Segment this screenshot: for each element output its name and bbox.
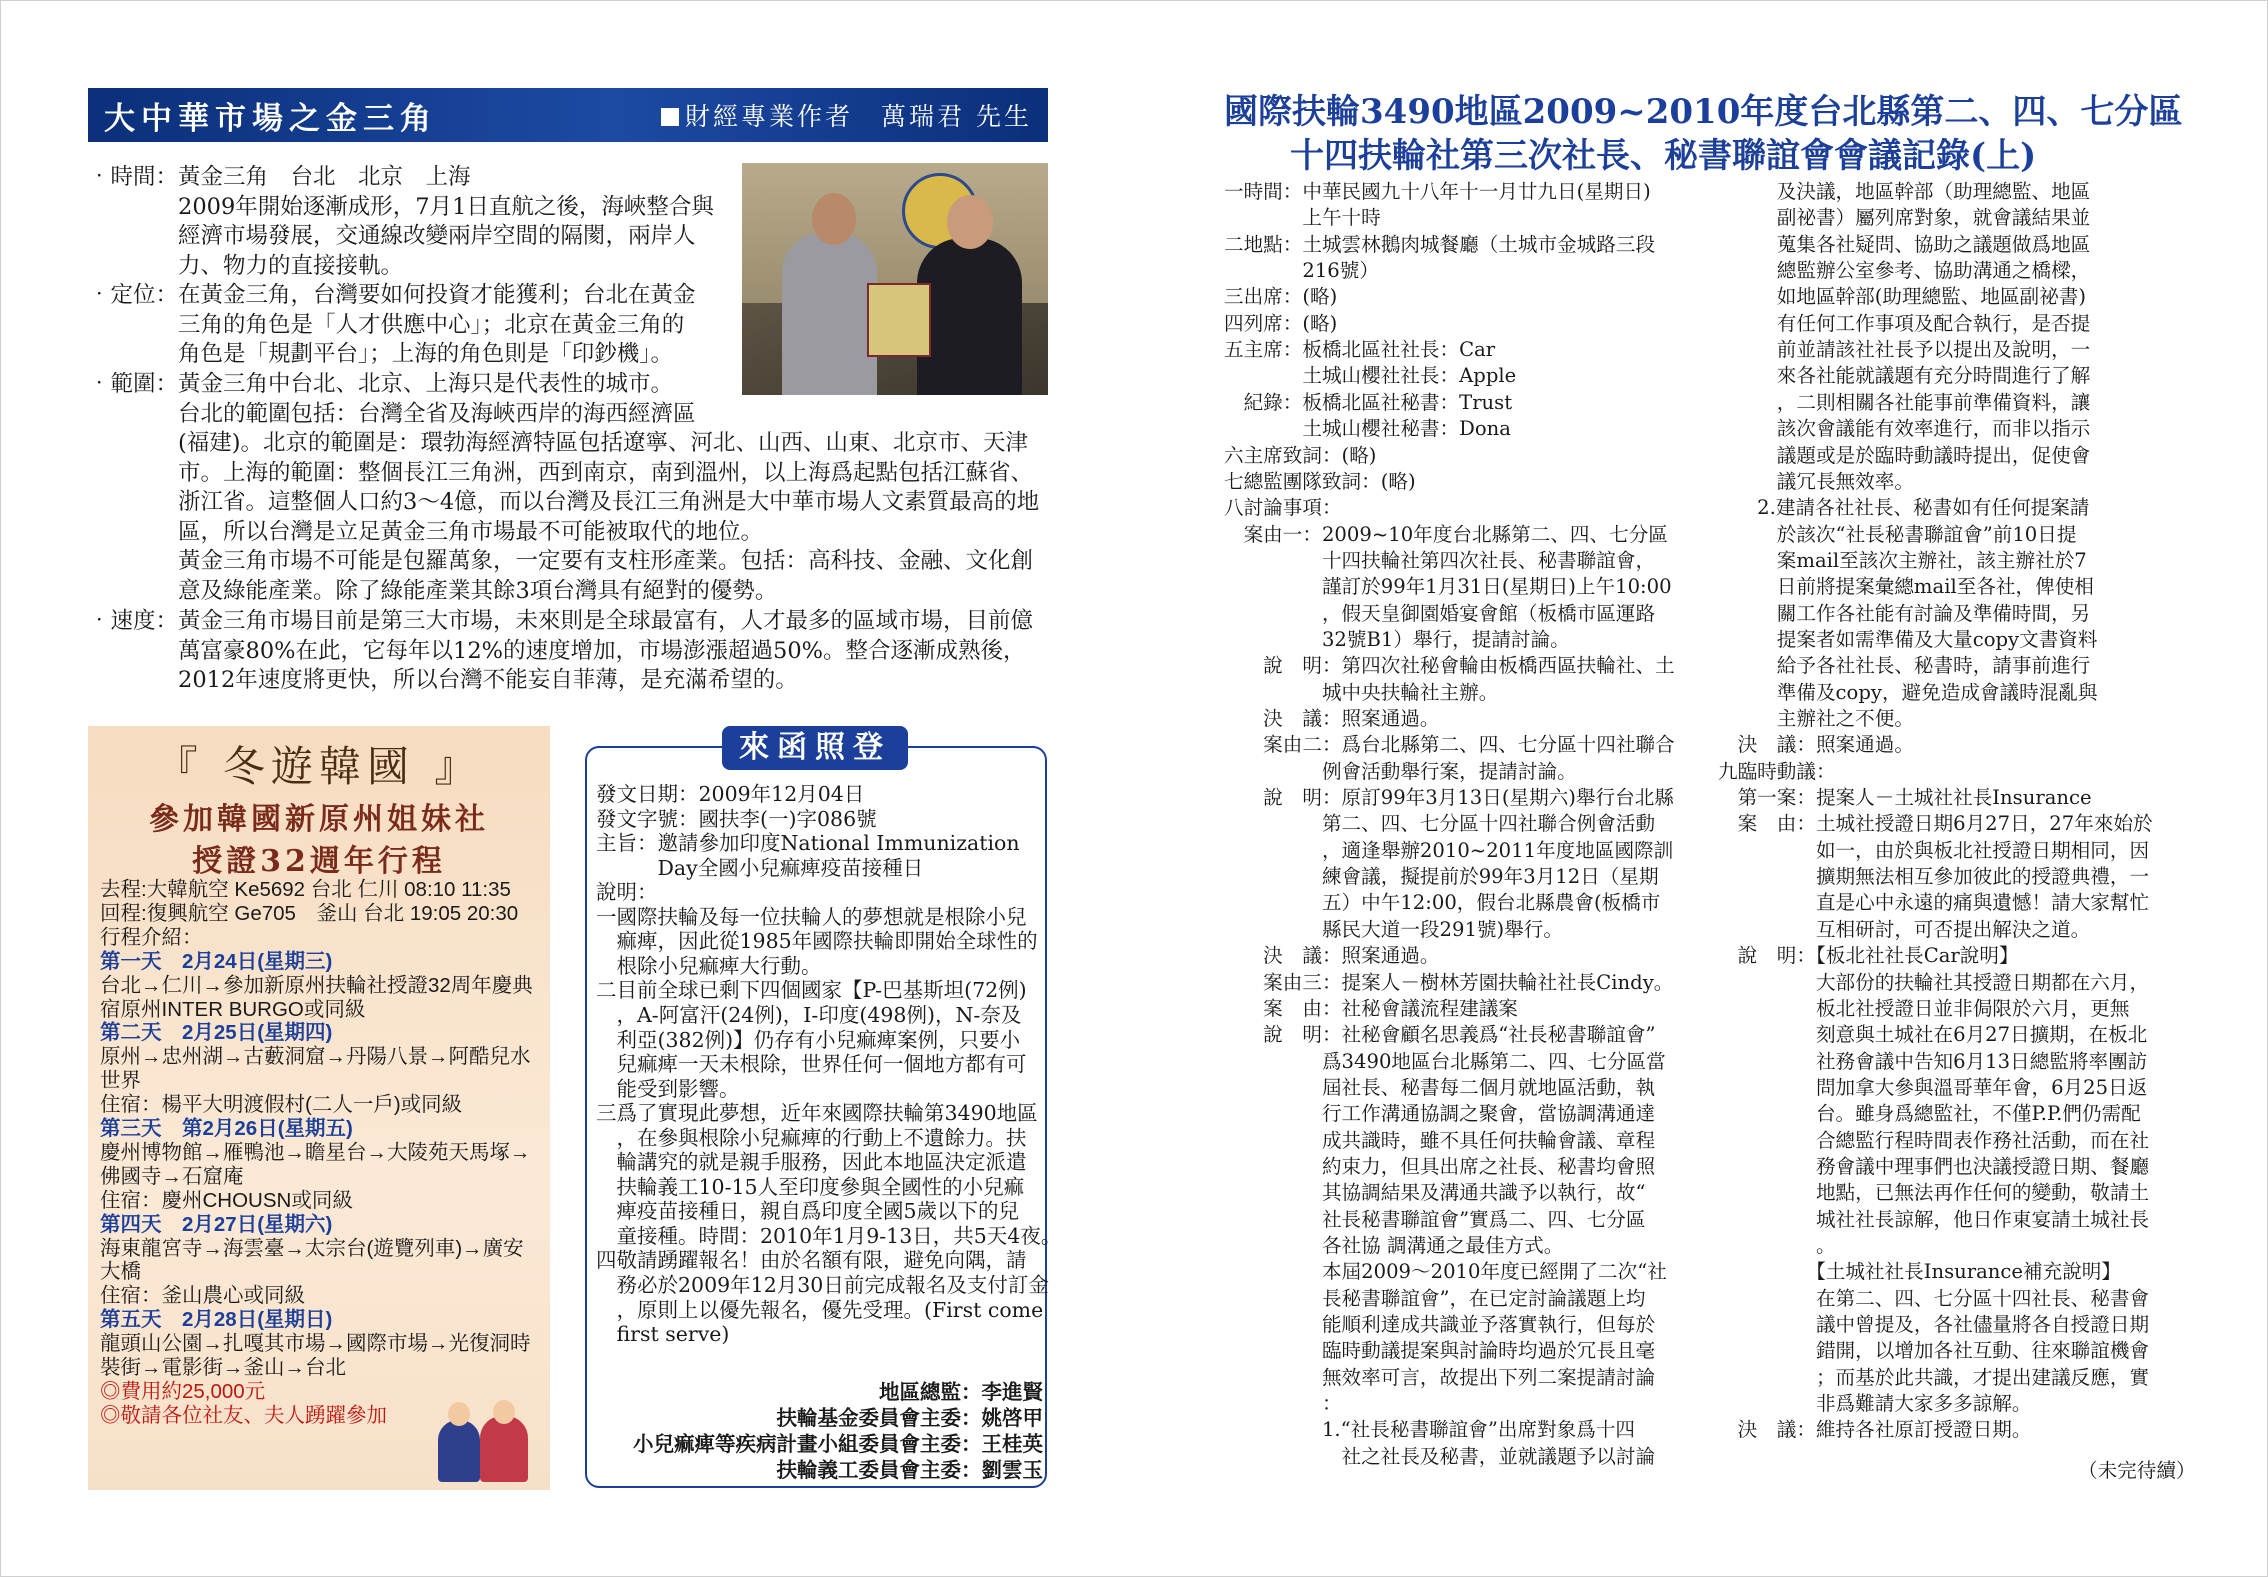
letter-line: 根除小兒痲痺大行動。 xyxy=(596,953,822,978)
person-left-head xyxy=(812,193,856,245)
korea-subtitle-2: 授證32週年行程 xyxy=(192,844,446,879)
minutes-title-line-1: 國際扶輪3490地區2009~2010年度台北縣第二、四、七分區 xyxy=(1224,92,2183,132)
minutes-line: 說 明：第四次社秘會輪由板橋西區扶輪社、土 xyxy=(1224,654,1675,678)
person-right-head xyxy=(947,195,993,249)
minutes-line: 於該次“社長秘書聯誼會”前10日提 xyxy=(1718,522,2077,546)
row-line: 區，所以台灣是立足黃金三角市場最不可能被取代的地位。 xyxy=(178,518,764,545)
minutes-line: 如地區幹部(助理總監、地區副祕書) xyxy=(1718,285,2086,309)
itinerary-line: 慶州博物館→雁鴨池→瞻星台→大陵苑天馬塚→ xyxy=(100,1140,531,1164)
figure-man xyxy=(438,1420,480,1482)
minutes-line: 四列席：(略) xyxy=(1224,311,1338,335)
minutes-line: 決 議：照案通過。 xyxy=(1224,944,1440,968)
minutes-line: 例會活動舉行案，提請討論。 xyxy=(1224,759,1577,783)
minutes-line: 長秘書聯誼會”，在已定討論議題上均 xyxy=(1224,1286,1646,1310)
row-line: 台北的範圍包括：台灣全省及海峽西岸的海西經濟區 xyxy=(178,400,696,427)
minutes-line: 有任何工作事項及配合執行，是否提 xyxy=(1718,311,2091,335)
minutes-line: 大部份的扶輪社其授證日期都在六月， xyxy=(1718,970,2150,994)
letter-line: 痲痺，因此從1985年國際扶輪即開始全球性的 xyxy=(596,929,1038,954)
article-author xyxy=(661,97,1032,133)
minutes-line: 。 xyxy=(1718,1234,1836,1257)
row-line: 2009年開始逐漸成形，7月1日直航之後，海峽整合與 xyxy=(178,193,714,220)
minutes-line: 成共識時，雖不具任何扶輪會議、章程 xyxy=(1224,1128,1656,1152)
figure-woman xyxy=(480,1416,528,1482)
letter-signature: 扶輪義工委員會主委：劉雲玉 xyxy=(776,1459,1043,1482)
letter-line: first serve) xyxy=(596,1322,730,1347)
itinerary-line: ◎費用約25,000元 xyxy=(100,1379,266,1403)
minutes-line: 三出席：(略) xyxy=(1224,285,1338,309)
row-line: 黃金三角市場目前是第三大市場，未來則是全球最富有，人才最多的區域市場，目前億 xyxy=(178,608,1034,634)
row-label: ‧速度： xyxy=(88,608,179,634)
letter-line: ，原則上以優先報名，優先受理。(First come xyxy=(596,1297,1044,1322)
minutes-line: 主辦社之不便。 xyxy=(1718,707,1914,730)
minutes-line: 互相研討，可否提出解決之道。 xyxy=(1718,917,2091,941)
minutes-line: 其協調結果及溝通共識予以執行，故“ xyxy=(1224,1181,1646,1205)
minutes-line: 前並請該社社長予以提出及說明，一 xyxy=(1718,338,2091,362)
minutes-line: 決 議：維持各社原訂授證日期。 xyxy=(1718,1418,2032,1442)
minutes-line: 非爲難請大家多多諒解。 xyxy=(1718,1392,2032,1416)
article-photo xyxy=(742,163,1048,395)
row-line: 浙江省。這整個人口約3～4億，而以台灣及長江三角洲是大中華市場人文素質最高的地 xyxy=(178,489,1040,515)
minutes-line: 在第二、四、七分區十四社長、秘書會 xyxy=(1718,1286,2150,1310)
minutes-line: 謹訂於99年1月31日(星期日)上午10:00 xyxy=(1224,575,1672,599)
letter-line: 兒痲痺一天未根除，世界任何一個地方都有可 xyxy=(596,1052,1027,1077)
minutes-line: 八討論事項： xyxy=(1224,496,1342,520)
row-line: 三角的角色是「人才供應中心」；北京在黃金三角的 xyxy=(178,311,685,338)
minutes-line: ，適逢舉辦2010~2011年度地區國際訓 xyxy=(1224,838,1674,862)
figure-woman-head xyxy=(493,1400,515,1424)
exchanged-pennant xyxy=(867,283,931,357)
minutes-line: 如一，由於與板北社授證日期相同，因 xyxy=(1718,838,2150,862)
letter-line: 利亞(382例)】仍存有小兒痲痺案例，只要小 xyxy=(596,1027,1021,1052)
minutes-line: 說 明：社秘會顧名思義爲“社長秘書聯誼會” xyxy=(1224,1023,1656,1047)
minutes-line: 紀錄：板橋北區社秘書：Trust xyxy=(1224,390,1513,414)
minutes-line: 案 由：社秘會議流程建議案 xyxy=(1224,996,1518,1020)
minutes-line: 板北社授證日並非侷限於六月，更無 xyxy=(1718,996,2130,1020)
minutes-line: ，二則相關各社能事前準備資料，讓 xyxy=(1718,390,2091,414)
minutes-line: ： xyxy=(1224,1392,1342,1416)
minutes-line: 縣民大道一段291號)舉行。 xyxy=(1224,917,1563,941)
to-be-continued: （未完待續） xyxy=(2078,1459,2196,1482)
minutes-line: 城社社長諒解，他日作東宴請土城社長 xyxy=(1718,1207,2150,1231)
minutes-line: 擴期無法相互參加彼此的授證典禮，一 xyxy=(1718,865,2150,889)
letter-line: 主旨：邀請參加印度National Immunization xyxy=(596,831,1020,856)
letter-tag: 來函照登 xyxy=(722,726,908,770)
itinerary-line: ◎敬請各位社友、夫人踴躍參加 xyxy=(100,1403,387,1427)
figure-man-head xyxy=(448,1402,470,1426)
minutes-line: 該次會議能有效率進行，而非以指示 xyxy=(1718,417,2091,441)
minutes-line: 五主席：板橋北區社社長：Car xyxy=(1224,338,1496,362)
minutes-line: 無效率可言，故提出下列二案提請討論 xyxy=(1224,1365,1656,1389)
letter-line: 發文字號：國扶李(一)字086號 xyxy=(596,806,877,831)
letter-signature: 地區總監：李進賢 xyxy=(879,1381,1043,1404)
letter-line: 發文日期：2009年12月04日 xyxy=(596,782,865,806)
itinerary-line: 宿原州INTER BURGO或同級 xyxy=(100,997,366,1021)
itinerary-line: 原州→忠州湖→古藪洞窟→丹陽八景→阿酷兒水 xyxy=(100,1045,531,1069)
letter-line: ，A-阿富汗(24例)，I-印度(498例)，N-奈及 xyxy=(596,1002,1022,1027)
letter-signature: 扶輪基金委員會主委：姚啓甲 xyxy=(776,1407,1043,1430)
minutes-line: 案 由：土城社授證日期6月27日，27年來始於 xyxy=(1718,812,2153,836)
minutes-line: ；而基於此共識，才提出建議反應，實 xyxy=(1718,1365,2150,1389)
square-bullet-icon xyxy=(661,108,679,126)
minutes-line: 【土城社社長Insurance補充說明】 xyxy=(1718,1260,2121,1284)
minutes-line: 七總監團隊致詞：(略) xyxy=(1224,469,1416,493)
minutes-line: 案mail至該次主辦社，該主辦社於7 xyxy=(1718,548,2087,572)
minutes-line: 2.建請各社社長、秘書如有任何提案請 xyxy=(1718,496,2090,520)
minutes-line: 直是心中永遠的痛與遺憾！請大家幫忙 xyxy=(1718,891,2150,915)
minutes-line: 第一案：提案人－土城社社長Insurance xyxy=(1718,786,2092,810)
minutes-line: 社長秘書聯誼會”實爲二、四、七分區 xyxy=(1224,1207,1646,1231)
minutes-line: 十四扶輪社第四次社長、秘書聯誼會， xyxy=(1224,548,1656,572)
row-line: 黃金三角 台北 北京 上海 xyxy=(178,164,471,190)
minutes-line: 屆社長、秘書每二個月就地區活動，執 xyxy=(1224,1075,1656,1099)
row-line: 黃金三角市場不可能是包羅萬象，一定要有支柱形產業。包括：高科技、金融、文化創 xyxy=(178,548,1034,574)
minutes-line: 務會議中理事們也決議授證日期、餐廳 xyxy=(1718,1154,2150,1178)
itinerary-line: 台北→仁川→參加新原州扶輪社授證32周年慶典 xyxy=(100,973,533,997)
letter-line: 三爲了實現此夢想，近年來國際扶輪第3490地區 xyxy=(596,1101,1038,1126)
minutes-line: 蒐集各社疑問、協助之議題做爲地區 xyxy=(1718,232,2091,256)
itinerary-line: 第二天 2月25日(星期四) xyxy=(100,1021,333,1045)
minutes-line: 總監辦公室參考、協助溝通之橋樑， xyxy=(1718,259,2091,283)
itinerary-line: 裝街→電影街→釜山→台北 xyxy=(100,1356,346,1379)
itinerary-line: 第四天 2月27日(星期六) xyxy=(100,1212,333,1236)
row-line: 意及綠能產業。除了綠能產業其餘3項台灣具有絕對的優勢。 xyxy=(178,577,778,604)
minutes-line: 說 明：原訂99年3月13日(星期六)舉行台北縣 xyxy=(1224,786,1674,810)
minutes-line: 日前將提案彙總mail至各社，俾使相 xyxy=(1718,575,2094,599)
minutes-line: 六主席致詞：(略) xyxy=(1224,443,1377,467)
itinerary-line: 世界 xyxy=(100,1069,141,1093)
minutes-line: ，假天皇御園婚宴會館（板橋市區運路 xyxy=(1224,601,1656,625)
minutes-line: 土城山櫻社秘書：Dona xyxy=(1224,417,1511,441)
row-line: (福建)。北京的範圍是：環勃海經濟特區包括遼寧、河北、山西、山東、北京市、天津 xyxy=(178,430,1029,456)
korea-title: 『 冬遊韓國 』 xyxy=(155,742,483,791)
letter-line: 輪講究的就是親手服務，因此本地區決定派遣 xyxy=(596,1150,1027,1175)
minutes-line: 能順利達成共識並予落實執行，但每於 xyxy=(1224,1313,1656,1337)
itinerary-line: 第三天 第2月26日(星期五) xyxy=(100,1117,353,1140)
minutes-line: 臨時動議提案與討論時均過於冗長且毫 xyxy=(1224,1339,1656,1363)
letter-signature: 小兒痲痺等疾病計畫小組委員會主委：王桂英 xyxy=(633,1433,1043,1456)
minutes-line: 五）中午12:00，假台北縣農會(板橋市 xyxy=(1224,891,1661,915)
letter-line: 二目前全球已剩下四個國家【P-巴基斯坦(72例) xyxy=(596,978,1027,1003)
minutes-line: 議冗長無效率。 xyxy=(1718,469,1914,493)
minutes-line: 216號） xyxy=(1224,259,1379,283)
letter-line: 一國際扶輪及每一位扶輪人的夢想就是根除小兒 xyxy=(596,904,1027,929)
article-title: 大中華市場之金三角 xyxy=(104,100,437,137)
minutes-line: 城中央扶輪社主辦。 xyxy=(1224,680,1499,704)
itinerary-line: 第一天 2月24日(星期三) xyxy=(100,949,333,973)
itinerary-line: 去程:大韓航空 Ke5692 台北 仁川 08:10 11:35 xyxy=(100,878,511,901)
minutes-line: 社之社長及秘書，並就議題予以討論 xyxy=(1224,1444,1656,1468)
minutes-line: 及決議，地區幹部（助理總監、地區 xyxy=(1718,180,2091,203)
minutes-line: 行工作溝通協調之聚會，當協調溝通達 xyxy=(1224,1102,1656,1126)
itinerary-line: 海東龍宮寺→海雲臺→太宗台(遊覽列車)→廣安 xyxy=(100,1236,524,1260)
itinerary-line: 住宿：釜山農心或同級 xyxy=(100,1284,305,1308)
letter-line: Day全國小兒痲痺疫苗接種日 xyxy=(596,855,924,880)
minutes-line: 1.“社長秘書聯誼會”出席對象爲十四 xyxy=(1224,1418,1636,1442)
itinerary-line: 龍頭山公園→扎嘎其市場→國際市場→光復洞時 xyxy=(100,1332,531,1356)
row-line: 萬富豪80%在此，它每年以12%的速度增加，市場澎漲超過50%。整合逐漸成熟後， xyxy=(178,637,1026,664)
minutes-line: 九臨時動議： xyxy=(1718,759,1836,783)
minutes-line: 決 議：照案通過。 xyxy=(1224,707,1440,730)
minutes-line: 約束力，但具出席之社長、秘書均會照 xyxy=(1224,1154,1656,1178)
itinerary-line: 住宿：楊平大明渡假村(二人一戶)或同級 xyxy=(100,1093,463,1117)
itinerary-line: 住宿：慶州CHOUSN或同級 xyxy=(100,1188,353,1212)
minutes-line: 準備及copy，避免造成會議時混亂與 xyxy=(1718,680,2098,704)
minutes-line: 一時間：中華民國九十八年十一月廿九日(星期日) xyxy=(1224,180,1651,203)
minutes-line: 社務會議中告知6月13日總監將率團訪 xyxy=(1718,1049,2148,1073)
minutes-line: 練會議，擬提前於99年3月12日（星期 xyxy=(1224,865,1659,889)
minutes-line: 案由三：提案人－樹林芳園扶輪社社長Cindy。 xyxy=(1224,970,1674,994)
minutes-line: 副祕書）屬列席對象，就會議結果並 xyxy=(1718,206,2091,230)
letter-line: ，在參與根除小兒痲痺的行動上不遺餘力。扶 xyxy=(596,1125,1027,1150)
minutes-line: 土城山櫻社社長：Apple xyxy=(1224,364,1517,388)
korea-trip-box xyxy=(88,726,550,1490)
minutes-line: 本屆2009～2010年度已經開了二次“社 xyxy=(1224,1260,1667,1284)
minutes-line: 案由二：爲台北縣第二、四、七分區十四社聯合 xyxy=(1224,733,1675,757)
letter-line: 童接種。時間：2010年1月9-13日，共5天4夜。 xyxy=(596,1223,1062,1248)
itinerary-line: 佛國寺→石窟庵 xyxy=(100,1164,244,1188)
minutes-title-line-2: 十四扶輪社第三次社長、秘書聯誼會會議記錄(上) xyxy=(1290,136,2037,176)
row-line: 2012年速度將更快，所以台灣不能妄自菲薄，是充滿希望的。 xyxy=(178,667,798,693)
korea-subtitle-1: 參加韓國新原州姐妹社 xyxy=(149,802,489,837)
row-line: 市。上海的範圍：整個長江三角洲，西到南京，南到溫州，以上海爲起點包括江蘇省、 xyxy=(178,459,1034,486)
minutes-line: 刻意與土城社在6月27日擴期，在板北 xyxy=(1718,1023,2148,1047)
minutes-line: 提案者如需準備及大量copy文書資料 xyxy=(1718,627,2098,651)
letter-line: 說明： xyxy=(596,880,658,905)
minutes-line: 說 明：【板北社社長Car說明】 xyxy=(1718,944,2019,968)
itinerary-line: 第五天 2月28日(星期日) xyxy=(100,1308,333,1332)
article-author-text: 財經專業作者 萬瑞君 先生 xyxy=(685,102,1032,131)
minutes-line: 問加拿大參與溫哥華年會，6月25日返 xyxy=(1718,1075,2148,1099)
minutes-line: 來各社能就議題有充分時間進行了解 xyxy=(1718,364,2091,388)
row-label: ‧定位： xyxy=(88,282,179,308)
minutes-line: 案由一：2009~10年度台北縣第二、四、七分區 xyxy=(1224,522,1668,546)
minutes-line: 32號B1）舉行，提請討論。 xyxy=(1224,627,1570,651)
minutes-line: 二地點：土城雲林鵝肉城餐廳（土城市金城路三段 xyxy=(1224,232,1656,256)
minutes-line: 錯開，以增加各社互動、往來聯誼機會 xyxy=(1718,1339,2150,1363)
minutes-line: 地點，已無法再作任何的變動，敬請土 xyxy=(1718,1181,2150,1205)
row-label: ‧時間： xyxy=(88,164,179,190)
letter-line: 四敬請踴躍報名！由於名額有限，避免向隅，請 xyxy=(596,1248,1027,1273)
letter-line: 扶輪義工10-15人至印度參與全國性的小兒痲 xyxy=(596,1174,1025,1199)
row-line: 在黃金三角，台灣要如何投資才能獲利；台北在黃金 xyxy=(178,282,696,308)
person-right xyxy=(917,238,1022,395)
minutes-line: 各社協 調溝通之最佳方式。 xyxy=(1224,1234,1564,1257)
minutes-line: 議題或是於臨時動議時提出，促使會 xyxy=(1718,443,2091,467)
minutes-line: 給予各社社長、秘書時，請事前進行 xyxy=(1718,654,2091,678)
itinerary-line: 回程:復興航空 Ge705 釜山 台北 19:05 20:30 xyxy=(100,901,519,925)
row-line: 經濟市場發展，交通線改變兩岸空間的隔閡，兩岸人 xyxy=(178,223,696,249)
letter-line: 痺疫苗接種日，親自爲印度全國5歲以下的兒 xyxy=(596,1199,1020,1224)
minutes-line: 決 議：照案通過。 xyxy=(1718,733,1914,757)
person-left xyxy=(782,233,877,395)
letter-line: 務必於2009年12月30日前完成報名及支付訂金 xyxy=(596,1273,1049,1297)
row-line: 力、物力的直接接軌。 xyxy=(178,252,404,279)
minutes-line: 台。雖身爲總監社，不僅P.P.們仍需配 xyxy=(1718,1102,2141,1126)
minutes-line: 爲3490地區台北縣第二、四、七分區當 xyxy=(1224,1049,1666,1073)
itinerary-line: 大橋 xyxy=(100,1260,141,1284)
letter-line: 能受到影響。 xyxy=(596,1076,740,1101)
itinerary-line: 行程介紹： xyxy=(100,925,203,949)
minutes-line: 議中曾提及，各社儘量將各自授證日期 xyxy=(1718,1313,2150,1337)
row-label: ‧範圍： xyxy=(88,371,179,397)
row-line: 角色是「規劃平台」；上海的角色則是「印鈔機」。 xyxy=(178,341,674,367)
korean-couple-illustration xyxy=(428,1402,538,1484)
minutes-line: 第二、四、七分區十四社聯合例會活動 xyxy=(1224,812,1656,836)
article-header-bar xyxy=(88,88,1048,142)
minutes-line: 合總監行程時間表作務社活動，而在社 xyxy=(1718,1128,2150,1152)
minutes-line: 上午十時 xyxy=(1224,206,1381,230)
minutes-line: 關工作各社能有討論及準備時間，另 xyxy=(1718,601,2091,625)
row-line: 黃金三角中台北、北京、上海只是代表性的城市。 xyxy=(178,371,674,397)
